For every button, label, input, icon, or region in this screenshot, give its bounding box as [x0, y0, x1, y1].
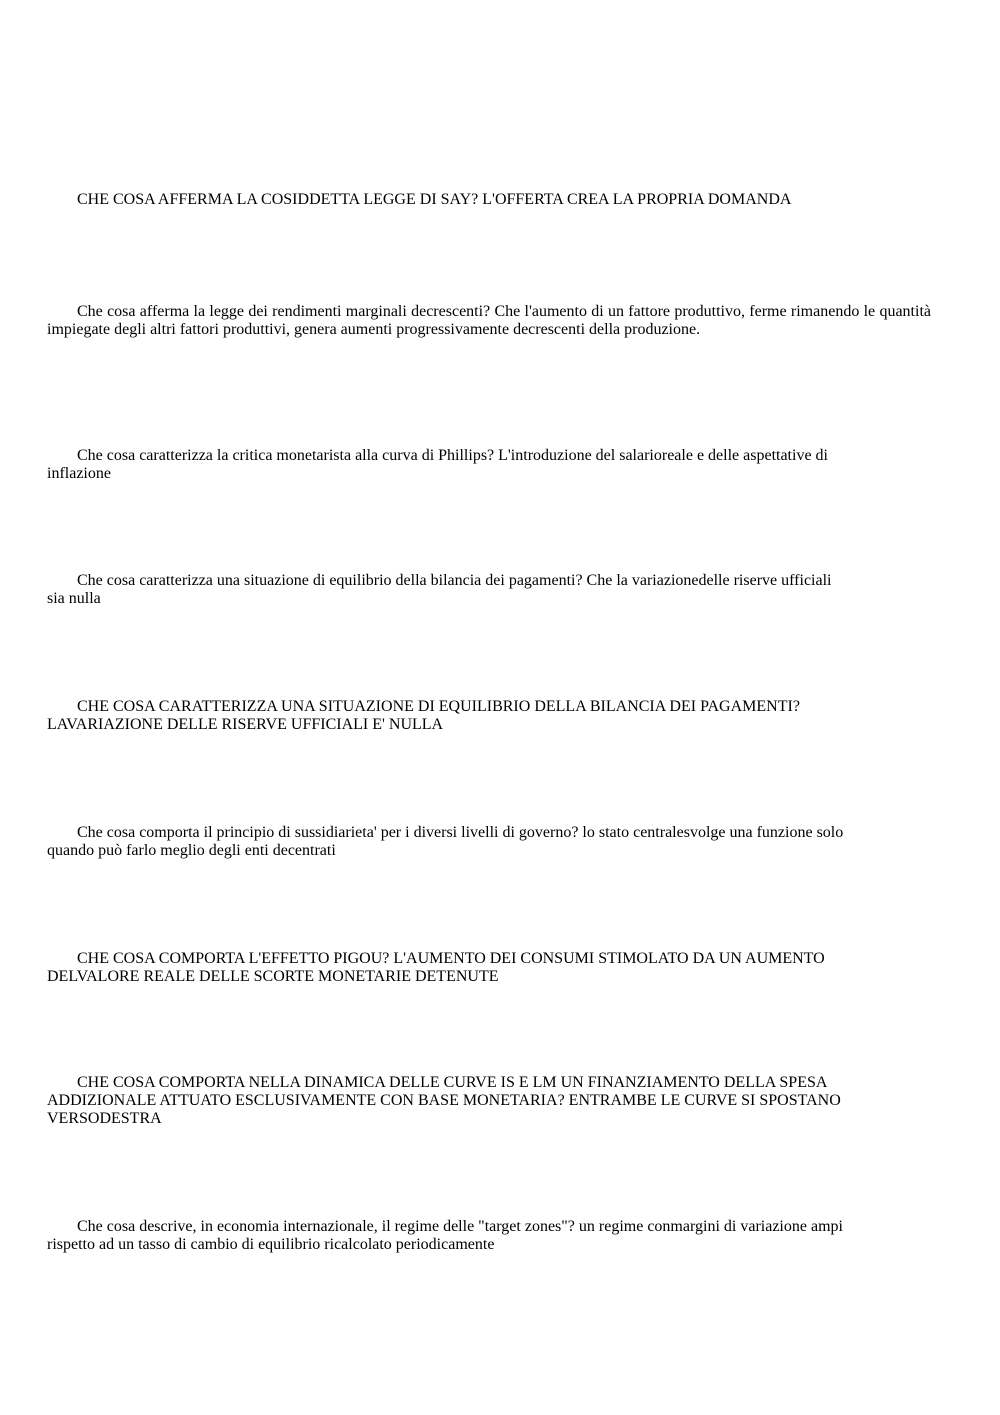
qa-paragraph-phillips-curve: Che cosa caratterizza la critica monetarista alla curva di Phillips? L'introduzione del salarioreale e delle aspettative di inflazione: [47, 447, 828, 482]
qa-paragraph-balance-of-payments-upper: CHE COSA CARATTERIZZA UNA SITUAZIONE DI EQUILIBRIO DELLA BILANCIA DEI PAGAMENTI? LAVARIAZIONE DELLE RISERVE UFFICIALI E' NULLA: [47, 698, 800, 733]
qa-paragraph-target-zones: Che cosa descrive, in economia internazionale, il regime delle "target zones"? un regime conmargini di variazione ampi rispetto ad un tasso di cambio di equilibrio ricalcolato periodicamente: [47, 1218, 843, 1253]
qa-paragraph-subsidiarity: Che cosa comporta il principio di sussidiarieta' per i diversi livelli di governo? lo stato centralesvolge una funzione solo quando può farlo meglio degli enti decentrati: [47, 824, 844, 859]
qa-paragraph-marginal-returns: Che cosa afferma la legge dei rendimenti marginali decrescenti? Che l'aumento di un fattore produttivo, ferme rimanendo le quantità impiegate degli altri fattori produttivi, genera aumenti progressivamente decrescenti della produzione.: [47, 303, 931, 338]
qa-paragraph-pigou-effect: CHE COSA COMPORTA L'EFFETTO PIGOU? L'AUMENTO DEI CONSUMI STIMOLATO DA UN AUMENTO DELVALORE REALE DELLE SCORTE MONETARIE DETENUTE: [47, 950, 825, 985]
qa-paragraph-balance-of-payments: Che cosa caratterizza una situazione di equilibrio della bilancia dei pagamenti? Che la variazionedelle riserve ufficiali sia nulla: [47, 572, 832, 607]
qa-paragraph-is-lm-curves: CHE COSA COMPORTA NELLA DINAMICA DELLE CURVE IS E LM UN FINANZIAMENTO DELLA SPESA ADDIZIONALE ATTUATO ESCLUSIVAMENTE CON BASE MONETARIA? ENTRAMBE LE CURVE SI SPOSTANO VERSODESTRA: [47, 1074, 841, 1127]
qa-paragraph-say-law: CHE COSA AFFERMA LA COSIDDETTA LEGGE DI SAY? L'OFFERTA CREA LA PROPRIA DOMANDA: [77, 191, 792, 208]
